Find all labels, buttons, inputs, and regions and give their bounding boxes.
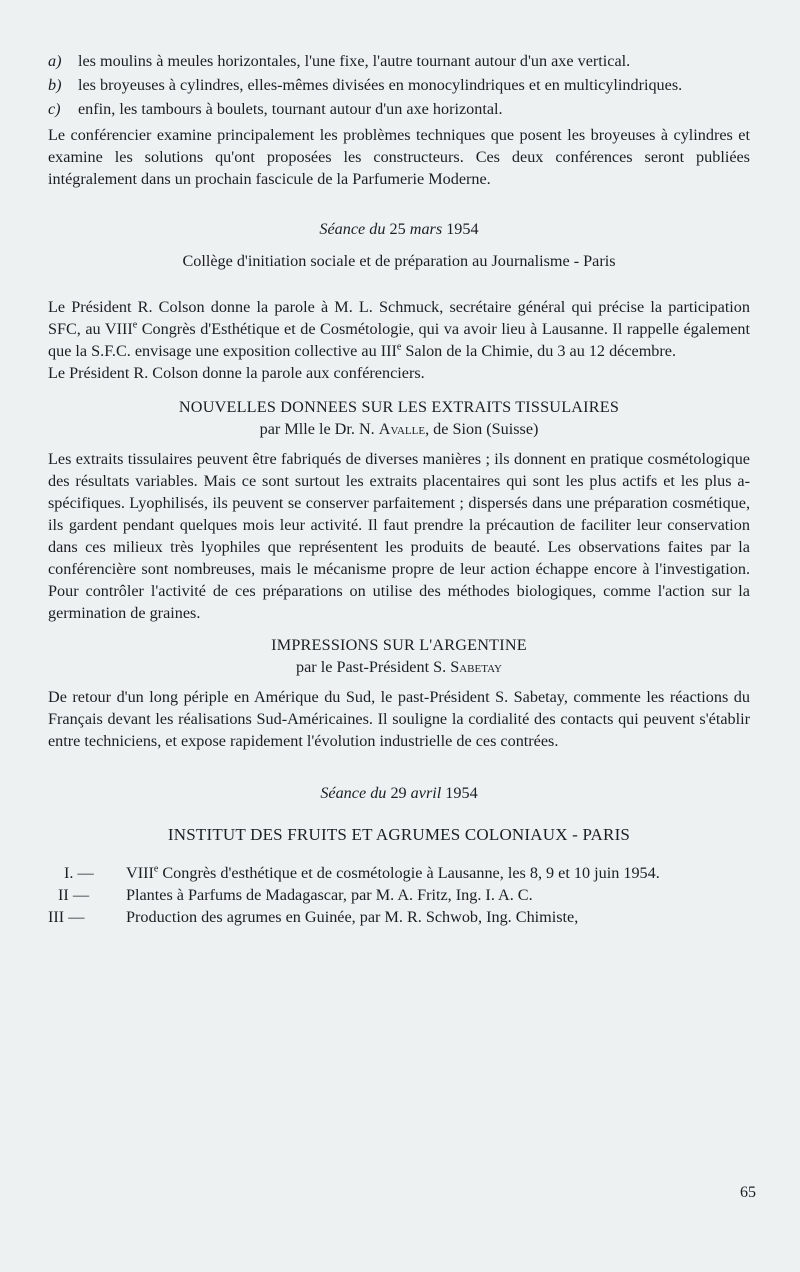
talk-body-argentine: De retour d'un long périple en Amérique du Sud, le past-Président S. Sabetay, commente les réactions du Français devant les réalisations Sud-Américaines. Il souligne la cordialité des contacts qui peuvent s'établir entre techniciens, et expose rapidement l'évolution industrielle de ces contrées. <box>48 688 750 750</box>
author-prefix: par le Past-Président S. <box>296 658 451 676</box>
seance-heading-1 <box>48 218 750 240</box>
page-content <box>48 50 750 928</box>
list-text: Plantes à Parfums de Madagascar, par M. A. Fritz, Ing. I. A. C. <box>126 886 533 904</box>
list-text: les moulins à meules horizontales, l'une fixe, l'autre tournant autour d'un axe vertical. <box>78 52 631 70</box>
list-letter: c) <box>48 100 61 118</box>
paragraph-president-part-1: Le Président R. Colson donne la parole à M. L. Schmuck, secrétaire général qui précise la participation SFC, au VIII <box>48 298 750 338</box>
seance-day: 25 <box>389 220 406 238</box>
seance-month: mars <box>409 220 443 238</box>
list-letter: b) <box>48 76 62 94</box>
seance-month: avril <box>410 784 442 802</box>
list-item <box>48 884 750 906</box>
talk-body-extraits: Les extraits tissulaires peuvent être fabriqués de diverses manières ; ils donnent en pratique cosmétologique des résultats variables. Mais ce sont surtout les extraits placentaires qui sont les plus actifs et les plus a-spécifiques. Lyophilisés, ils peuvent se conserver parfaitement ; dispersés dans une préparation cosmétique, ils gardent pendant quelques mois leur activité. Il faut prendre la précaution de faciliter leur conservation dans ces milieux très lyophiles que représentent les produits de beauté. Les observations faites par la conférencière sont nombreuses, mais le mécanisme propre de leur action échappe encore à l'investigation. Pour contrôler l'activité de ces préparations on utilise des méthodes biologiques, comme l'action sur la germination de graines. <box>48 450 750 622</box>
author-name: Avalle <box>378 420 426 438</box>
talk-author-sabetay <box>48 656 750 678</box>
roman-numeral: III — <box>48 908 85 926</box>
paragraph-president-part-2: Congrès d'Esthétique et de Cosmétologie, qui va avoir lieu à Lausanne. Il rappelle également que la S.F.C. envisage une exposition collective au III <box>48 320 750 360</box>
list-text: enfin, les tambours à boulets, tournant autour d'un axe horizontal. <box>78 100 503 118</box>
paragraph-president-part-3: Salon de la Chimie, du 3 au 12 décembre. <box>401 342 677 360</box>
program-list <box>48 862 750 928</box>
list-item-a <box>48 50 750 72</box>
list-text-main: Congrès d'esthétique et de cosmétologie à Lausanne, les 8, 9 et 10 juin 1954. <box>158 864 660 882</box>
superscript: e <box>132 319 138 331</box>
list-item <box>48 862 750 884</box>
superscript: e <box>153 863 159 875</box>
list-item <box>48 906 750 928</box>
list-text-pre: VIII <box>126 864 154 882</box>
list-letter: a) <box>48 52 62 70</box>
paragraph-parole: Le Président R. Colson donne la parole aux conférenciers. <box>48 364 425 382</box>
talk-author-avalle <box>48 418 750 440</box>
list-text <box>126 862 750 884</box>
page-number: 65 <box>740 1184 756 1201</box>
organization-heading-2: INSTITUT DES FRUITS ET AGRUMES COLONIAUX - PARIS <box>167 825 631 844</box>
superscript: e <box>396 341 402 353</box>
author-prefix: par Mlle le Dr. N. <box>259 420 379 438</box>
author-name: Sabetay <box>450 658 502 676</box>
organization-heading-1: Collège d'initiation sociale et de préparation au Journalisme - Paris <box>182 252 616 270</box>
roman-numeral: I. — <box>64 864 94 882</box>
seance-year: 1954 <box>445 784 478 802</box>
seance-label: Séance du <box>320 784 387 802</box>
author-suffix: , de Sion (Suisse) <box>425 420 539 438</box>
talk-title-extraits: NOUVELLES DONNEES SUR LES EXTRAITS TISSULAIRES <box>178 398 620 416</box>
paragraph-conferencier: Le conférencier examine principalement les problèmes techniques que posent les broyeuses à cylindres et examine les solutions qu'ont proposées les constructeurs. Ces deux conférences seront publiées intégralement dans un prochain fascicule de la Parfumerie Moderne. <box>48 126 750 188</box>
list-text: Production des agrumes en Guinée, par M. R. Schwob, Ing. Chimiste, <box>126 908 579 926</box>
paragraph-president <box>48 296 750 362</box>
seance-heading-2 <box>48 782 750 804</box>
list-text: les broyeuses à cylindres, elles-mêmes divisées en monocylindriques et en multicylindriques. <box>78 76 683 94</box>
list-item-b <box>48 74 750 96</box>
seance-day: 29 <box>390 784 407 802</box>
talk-title-argentine: IMPRESSIONS SUR L'ARGENTINE <box>271 636 527 654</box>
seance-year: 1954 <box>446 220 479 238</box>
seance-label: Séance du <box>319 220 386 238</box>
list-item-c <box>48 98 750 120</box>
roman-numeral: II — <box>58 886 90 904</box>
